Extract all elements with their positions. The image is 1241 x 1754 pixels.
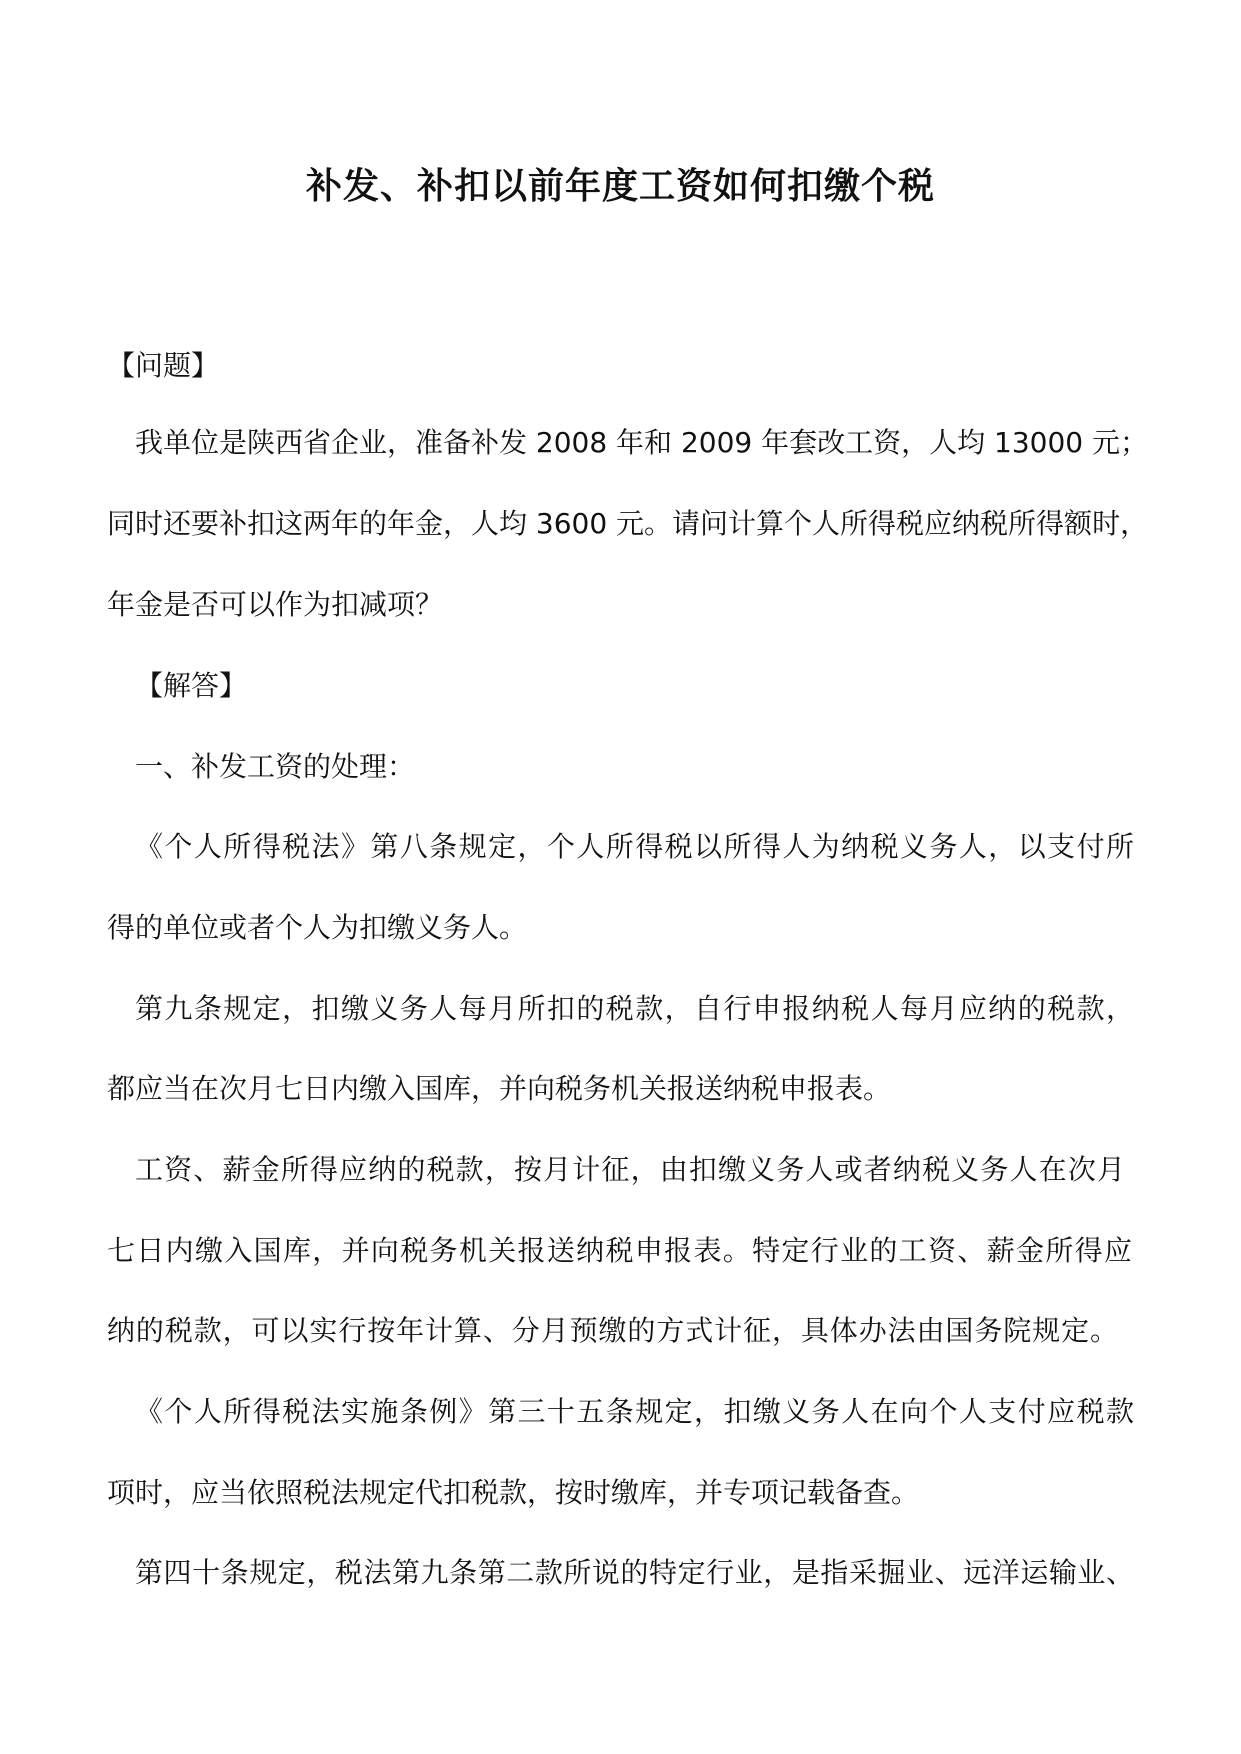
paragraph-line: 得的单位或者个人为扣缴义务人。: [107, 911, 528, 944]
paragraph-line: 我单位是陕西省企业，准备补发 2008 年和 2009 年套改工资，人均 13000 元；: [135, 426, 1148, 459]
paragraph-line: 《个人所得税法实施条例》第三十五条规定，扣缴义务人在向个人支付应税款: [135, 1395, 1134, 1428]
document-title: 补发、补扣以前年度工资如何扣缴个税: [305, 165, 935, 207]
subsection-heading: 一、补发工资的处理：: [135, 750, 416, 783]
paragraph-line: 年金是否可以作为扣减项？: [107, 588, 444, 621]
paragraph-line: 七日内缴入国库，并向税务机关报送纳税申报表。特定行业的工资、薪金所得应: [107, 1234, 1132, 1267]
section-heading-question: 【问题】: [107, 349, 220, 382]
paragraph-line: 《个人所得税法》第八条规定，个人所得税以所得人为纳税义务人，以支付所: [135, 830, 1134, 863]
paragraph-line: 同时还要补扣这两年的年金，人均 3600 元。请问计算个人所得税应纳税所得额时，: [107, 507, 1149, 540]
paragraph-line: 工资、薪金所得应纳的税款，按月计征，由扣缴义务人或者纳税义务人在次月: [135, 1153, 1125, 1186]
paragraph-line: 第九条规定，扣缴义务人每月所扣的税款，自行申报纳税人每月应纳的税款，: [135, 992, 1134, 1025]
paragraph-line: 都应当在次月七日内缴入国库，并向税务机关报送纳税申报表。: [107, 1072, 892, 1105]
paragraph-line: 纳的税款，可以实行按年计算、分月预缴的方式计征，具体办法由国务院规定。: [107, 1314, 1118, 1347]
section-heading-answer: 【解答】: [135, 669, 248, 702]
paragraph-line: 项时，应当依照税法规定代扣税款，按时缴库，并专项记载备查。: [107, 1476, 920, 1509]
paragraph-line: 第四十条规定，税法第九条第二款所说的特定行业，是指采掘业、远洋运输业、: [135, 1556, 1134, 1589]
